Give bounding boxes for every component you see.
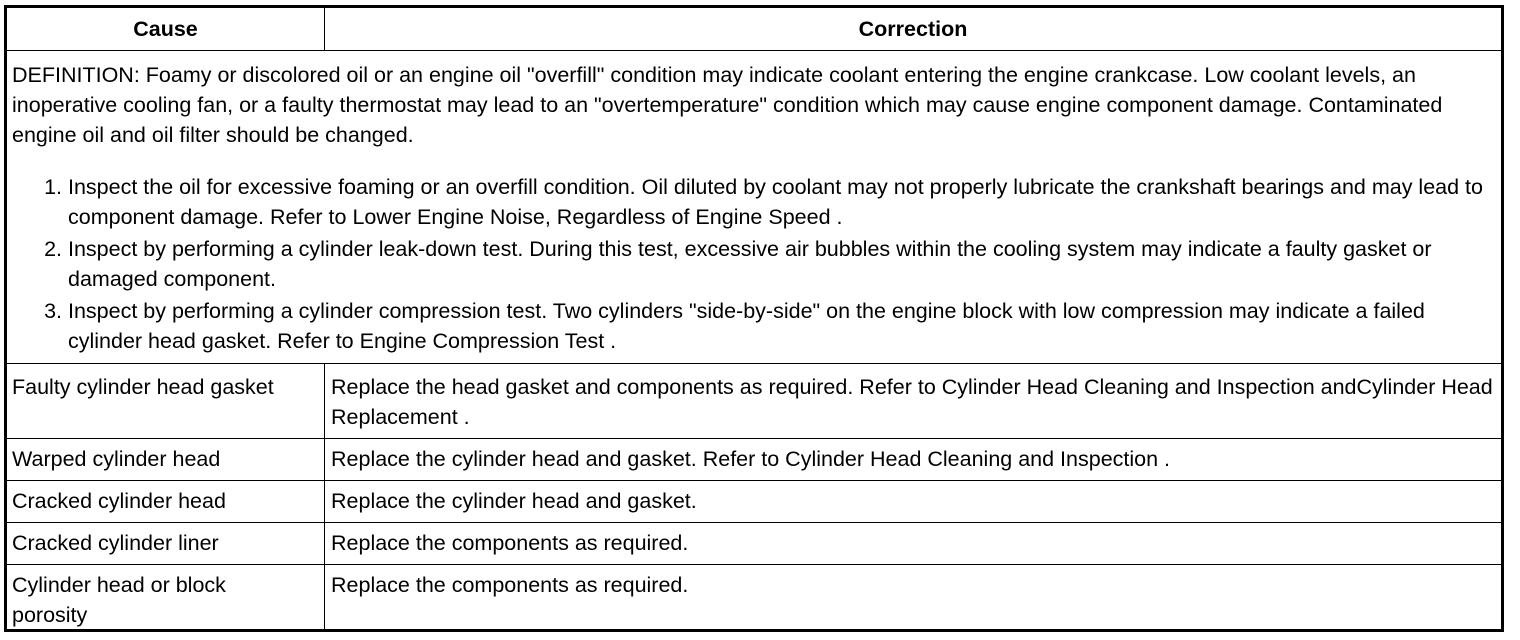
table-row xyxy=(7,564,1501,629)
definition-row xyxy=(7,50,1501,363)
correction-cell: Replace the cylinder head and gasket. Refer to Cylinder Head Cleaning and Inspection . xyxy=(331,447,1171,471)
cause-cell: Warped cylinder head xyxy=(7,439,325,480)
table-row xyxy=(7,522,1501,564)
definition-text: DEFINITION: Foamy or discolored oil or an engine oil "overfill" condition may indicate coolant entering the engine crankcase. Low coolant levels, an inoperative cooling fan, or a faulty thermostat may lead to an "overtemperature" condition which may cause engine component damage. Contaminated engine oil and oil filter should be changed. xyxy=(12,63,1443,147)
table-row xyxy=(7,480,1501,522)
cause-cell: Cylinder head or block porosity xyxy=(7,565,325,629)
inspection-step: 3. Inspect by performing a cylinder compression test. Two cylinders "side-by-side" on the engine block with low compression may indicate a failed cylinder head gasket. Refer to Engine Compression Test . xyxy=(68,296,1491,356)
diagnostic-table xyxy=(4,5,1504,632)
inspection-steps xyxy=(12,172,1491,356)
cause-cell: Cracked cylinder head xyxy=(7,481,325,522)
table-row xyxy=(7,363,1501,438)
cause-cell: Cracked cylinder liner xyxy=(7,523,325,564)
inspection-step: 1. Inspect the oil for excessive foaming or an overfill condition. Oil diluted by coolant may not properly lubricate the crankshaft bearings and may lead to component damage. Refer to Lower Engine Noise, Regardless of Engine Speed . xyxy=(68,172,1491,232)
correction-cell: Replace the cylinder head and gasket. xyxy=(331,489,697,513)
header-row xyxy=(7,8,1501,50)
cause-header: Cause xyxy=(7,8,325,50)
table-row xyxy=(7,438,1501,480)
inspection-step: 2. Inspect by performing a cylinder leak-down test. During this test, excessive air bubbles within the cooling system may indicate a faulty gasket or damaged component. xyxy=(68,234,1491,294)
correction-cell: Replace the components as required. xyxy=(331,531,689,555)
definition-cell xyxy=(7,51,1501,363)
correction-cell: Replace the components as required. xyxy=(331,573,689,597)
cause-cell: Faulty cylinder head gasket xyxy=(7,364,325,438)
correction-cell: Replace the head gasket and components as required. Refer to Cylinder Head Cleaning and Inspection andCylinder Head Replacement . xyxy=(331,375,1493,429)
correction-header: Correction xyxy=(858,17,968,41)
